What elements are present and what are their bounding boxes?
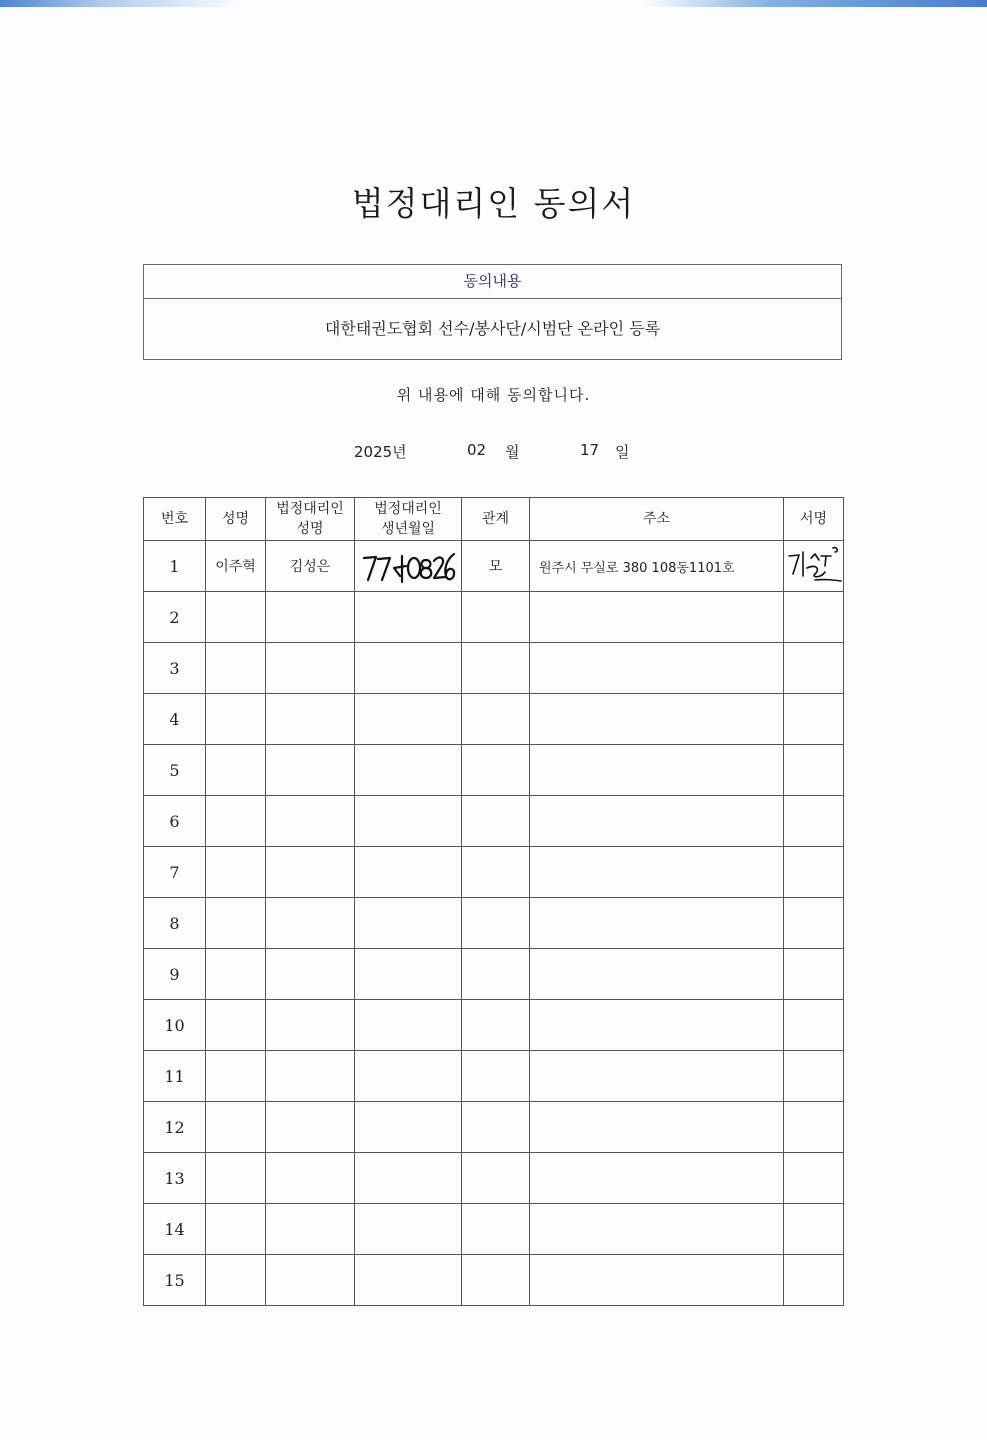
row-guardian-name [266,1255,355,1306]
row-guardian-birth [355,1102,462,1153]
row-signature [784,592,844,643]
row-signature [784,643,844,694]
date-month-unit: 월 [505,443,520,461]
row-relation [462,643,530,694]
row-signature [784,745,844,796]
row-guardian-name [266,1102,355,1153]
row-address [530,1102,784,1153]
table-row [144,541,844,592]
row-address [530,1255,784,1306]
table-row [144,1204,844,1255]
table-row [144,1000,844,1051]
row-address: 원주시 무실로 380 108동1101호 [530,541,784,592]
consent-box [143,264,842,360]
row-no: 2 [144,592,206,643]
consent-text: 대한태권도협회 선수/봉사단/시범단 온라인 등록 [324,319,661,338]
row-guardian-birth [355,745,462,796]
consent-header: 동의내용 [144,265,841,299]
row-relation [462,949,530,1000]
row-no: 6 [144,796,206,847]
row-guardian-name [266,847,355,898]
guardian-table [143,497,844,1306]
row-relation [462,898,530,949]
header-relation: 관계 [462,498,530,541]
row-guardian-birth [355,847,462,898]
row-relation [462,1102,530,1153]
row-name [206,796,266,847]
row-address [530,1204,784,1255]
row-signature [784,1153,844,1204]
row-guardian-name [266,592,355,643]
table-row [144,847,844,898]
row-no: 4 [144,694,206,745]
row-signature [784,541,844,592]
row-guardian-birth [355,1051,462,1102]
document-title: 법정대리인 동의서 [351,184,636,223]
row-no: 10 [144,1000,206,1051]
row-relation [462,592,530,643]
row-address [530,745,784,796]
row-address [530,1153,784,1204]
date-month: 02 [467,441,487,459]
handwritten-birthdate [355,546,461,586]
table-header-row [144,498,844,541]
header-guardian-birth-line1: 법정대리인 [374,501,442,517]
row-no: 15 [144,1255,206,1306]
row-address [530,1000,784,1051]
row-signature [784,1204,844,1255]
row-name: 이주혁 [206,541,266,592]
table-row [144,796,844,847]
table-row [144,949,844,1000]
row-no: 13 [144,1153,206,1204]
table-row [144,1255,844,1306]
row-guardian-name [266,1204,355,1255]
header-guardian-name-line2: 성명 [296,521,324,537]
row-relation [462,1204,530,1255]
row-guardian-name [266,949,355,1000]
row-guardian-name [266,643,355,694]
row-guardian-name [266,898,355,949]
row-relation [462,745,530,796]
row-no: 12 [144,1102,206,1153]
row-name [206,694,266,745]
row-address [530,898,784,949]
row-no: 14 [144,1204,206,1255]
date-year: 2025년 [354,443,407,461]
row-name [206,847,266,898]
row-guardian-name [266,796,355,847]
row-relation [462,1000,530,1051]
row-address [530,592,784,643]
row-relation [462,847,530,898]
row-address [530,643,784,694]
row-relation [462,1153,530,1204]
row-name [206,1204,266,1255]
row-signature [784,796,844,847]
row-signature [784,949,844,1000]
agreement-statement: 위 내용에 대해 동의합니다. [396,386,591,404]
scan-edge [0,0,987,7]
row-name [206,1102,266,1153]
row-name [206,949,266,1000]
row-guardian-birth [355,1000,462,1051]
row-signature [784,694,844,745]
row-relation [462,1255,530,1306]
table-row [144,1102,844,1153]
row-relation [462,796,530,847]
row-no: 3 [144,643,206,694]
row-guardian-name [266,1000,355,1051]
row-no: 11 [144,1051,206,1102]
row-guardian-name [266,745,355,796]
row-name [206,1255,266,1306]
row-name [206,592,266,643]
table-row [144,643,844,694]
row-address [530,1051,784,1102]
row-guardian-birth [355,694,462,745]
row-signature [784,1000,844,1051]
table-row [144,592,844,643]
date-day: 17 [580,441,600,459]
row-guardian-name [266,694,355,745]
row-relation [462,1051,530,1102]
row-signature [784,1102,844,1153]
row-signature [784,1255,844,1306]
row-no: 5 [144,745,206,796]
header-guardian-birth [355,498,462,541]
row-guardian-name: 김성은 [266,541,355,592]
row-guardian-birth [355,541,462,592]
header-guardian-name-line1: 법정대리인 [276,501,344,517]
table-row [144,1153,844,1204]
row-name [206,745,266,796]
row-address [530,796,784,847]
date-day-unit: 일 [615,443,630,461]
row-guardian-birth [355,1255,462,1306]
row-address [530,694,784,745]
row-address [530,847,784,898]
row-no: 8 [144,898,206,949]
row-address [530,949,784,1000]
row-no: 7 [144,847,206,898]
table-row [144,745,844,796]
row-guardian-birth [355,592,462,643]
row-signature [784,1051,844,1102]
row-guardian-birth [355,1153,462,1204]
row-guardian-name [266,1051,355,1102]
row-signature [784,898,844,949]
row-no: 1 [144,541,206,592]
header-guardian-birth-line2: 생년월일 [380,521,436,537]
row-guardian-birth [355,898,462,949]
row-name [206,898,266,949]
row-relation [462,694,530,745]
row-guardian-birth [355,949,462,1000]
header-guardian-name [266,498,355,541]
handwritten-signature [784,544,843,588]
row-guardian-name [266,1153,355,1204]
row-name [206,1153,266,1204]
header-address: 주소 [530,498,784,541]
row-relation: 모 [462,541,530,592]
row-guardian-birth [355,643,462,694]
table-row [144,694,844,745]
row-name [206,643,266,694]
table-row [144,1051,844,1102]
row-guardian-birth [355,1204,462,1255]
table-row [144,898,844,949]
header-name: 성명 [206,498,266,541]
row-signature [784,847,844,898]
row-name [206,1051,266,1102]
header-no: 번호 [144,498,206,541]
header-signature: 서명 [784,498,844,541]
row-guardian-birth [355,796,462,847]
row-name [206,1000,266,1051]
row-no: 9 [144,949,206,1000]
